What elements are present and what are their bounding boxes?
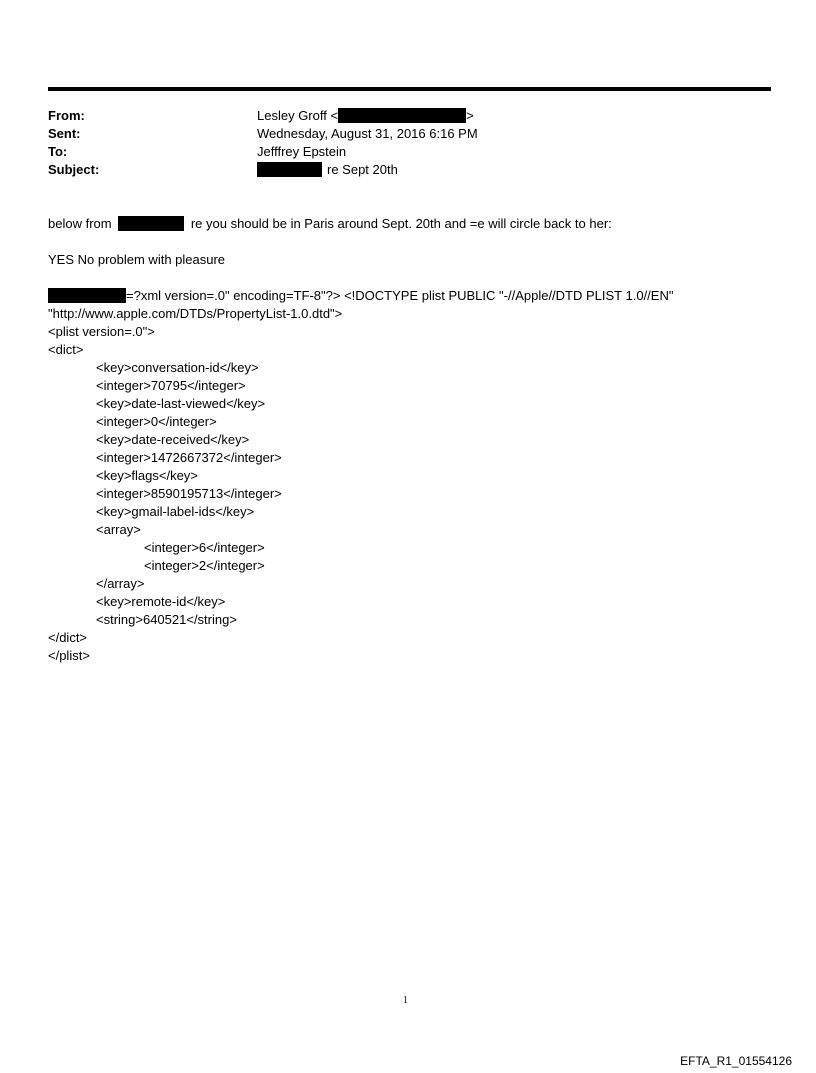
body-line-2: YES No problem with pleasure	[48, 252, 226, 267]
xml-line: <integer>0</integer>	[96, 414, 217, 429]
xml-line: <integer>70795</integer>	[96, 378, 246, 393]
xml-first-line	[48, 287, 673, 305]
xml-line: <key>date-last-viewed</key>	[96, 396, 266, 411]
sent-label: Sent:	[48, 126, 81, 141]
from-value	[257, 107, 474, 125]
xml-line: <dict>	[48, 342, 84, 357]
redaction-bar	[257, 162, 322, 177]
body-line-1b: re you should be in Paris around Sept. 20th and =e will circle back to her:	[190, 216, 612, 231]
xml-line: </dict>	[48, 630, 88, 645]
to-label: To:	[48, 144, 68, 159]
xml-line: </array>	[96, 576, 145, 591]
sent-value: Wednesday, August 31, 2016 6:16 PM	[257, 126, 478, 141]
xml-line: <integer>8590195713</integer>	[96, 486, 282, 501]
xml-line: <integer>1472667372</integer>	[96, 450, 282, 465]
redaction-bar	[118, 216, 184, 231]
xml-line: <integer>2</integer>	[144, 558, 265, 573]
subject-text: re Sept 20th	[327, 162, 398, 177]
xml-first-text: =?xml version=.0" encoding=TF-8"?> <!DOCTYPE plist PUBLIC "-//Apple//DTD PLIST 1.0//EN"	[126, 288, 674, 303]
body-line-1	[48, 215, 612, 233]
redaction-bar	[48, 288, 126, 303]
to-value: Jefffrey Epstein	[257, 144, 347, 159]
from-tail: >	[466, 108, 474, 123]
xml-line: <key>date-received</key>	[96, 432, 250, 447]
xml-line: <string>640521</string>	[96, 612, 237, 627]
redaction-bar	[338, 108, 466, 123]
xml-line: <key>remote-id</key>	[96, 594, 226, 609]
from-label: From:	[48, 108, 85, 123]
xml-line: "http://www.apple.com/DTDs/PropertyList-1.0.dtd">	[48, 306, 343, 321]
xml-line: </plist>	[48, 648, 90, 663]
body-line-1a: below from	[48, 216, 112, 231]
page-number: 1	[403, 995, 408, 1006]
from-name: Lesley Groff <	[257, 108, 339, 123]
xml-line: <key>conversation-id</key>	[96, 360, 259, 375]
xml-line: <key>gmail-label-ids</key>	[96, 504, 255, 519]
subject-value	[257, 161, 398, 179]
subject-label: Subject:	[48, 162, 100, 177]
xml-line: <array>	[96, 522, 141, 537]
xml-line: <integer>6</integer>	[144, 540, 265, 555]
xml-line: <plist version=.0">	[48, 324, 155, 339]
xml-line: <key>flags</key>	[96, 468, 198, 483]
header-rule	[48, 87, 771, 91]
bates-number: EFTA_R1_01554126	[680, 1054, 792, 1068]
